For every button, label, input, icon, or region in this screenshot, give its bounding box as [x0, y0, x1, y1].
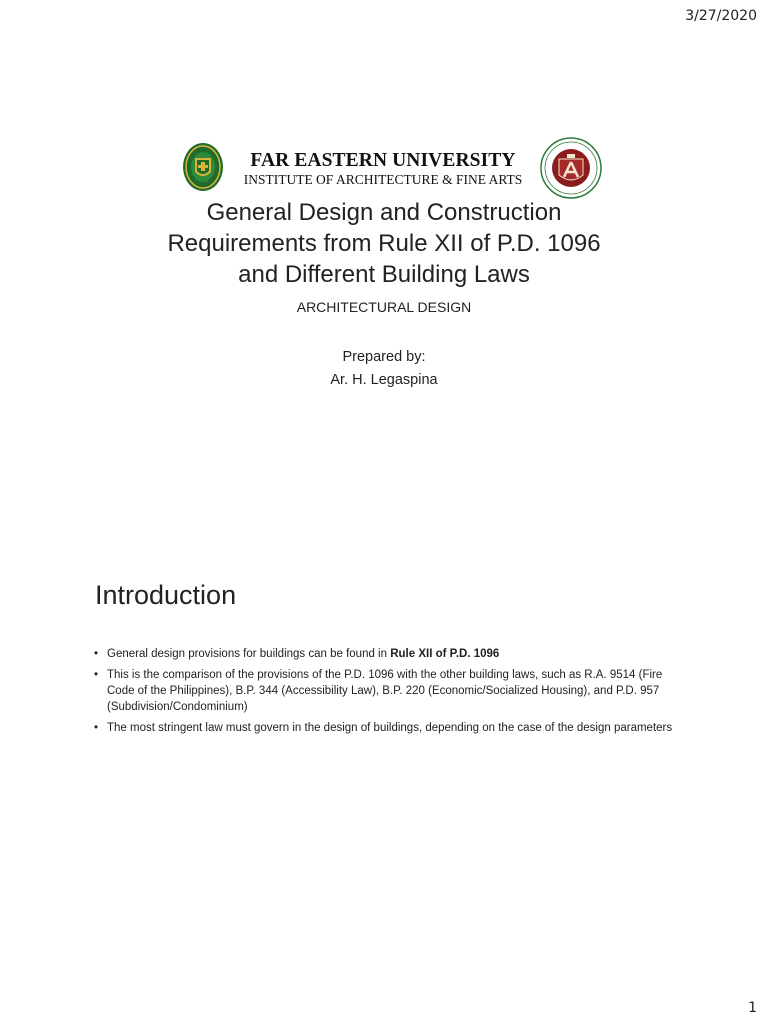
intro-bullet-list	[94, 646, 684, 741]
slide-subtitle: ARCHITECTURAL DESIGN	[296, 299, 472, 315]
feu-seal-icon	[182, 142, 224, 192]
bullet-text: The most stringent law must govern in the design of buildings, depending on the case of the design parameters	[107, 722, 673, 734]
slide-title	[120, 197, 648, 290]
bullet-text: This is the comparison of the provisions of the P.D. 1096 with the other building laws, such as R.A. 9514 (Fire Code of the Philippines), B.P. 344 (Accessibility Law), B.P. 220 (Economic/Socialized Housing), and P.D. 957 (Subdivision/Condominium)	[107, 669, 663, 713]
bullet-bold-text: Rule XII of P.D. 1096	[390, 648, 500, 660]
bullet-item	[94, 646, 684, 662]
page-number: 1	[748, 1000, 757, 1016]
architecture-institute-seal-icon	[540, 137, 602, 199]
title-line: Requirements from Rule XII of P.D. 1096	[167, 230, 601, 257]
bullet-item	[94, 720, 684, 736]
prepared-by-block	[0, 346, 768, 392]
title-line: and Different Building Laws	[238, 261, 530, 288]
prepared-by-label: Prepared by:	[342, 349, 426, 365]
intro-heading: Introduction	[95, 580, 237, 610]
title-line: General Design and Construction	[206, 199, 562, 226]
slide-date: 3/27/2020	[685, 8, 757, 24]
institute-name: INSTITUTE OF ARCHITECTURE & FINE ARTS	[243, 172, 523, 187]
university-name: FAR EASTERN UNIVERSITY	[250, 150, 516, 171]
prepared-by-name: Ar. H. Legaspina	[330, 372, 438, 388]
bullet-text: General design provisions for buildings can be found in	[107, 648, 391, 660]
bullet-item	[94, 667, 684, 715]
